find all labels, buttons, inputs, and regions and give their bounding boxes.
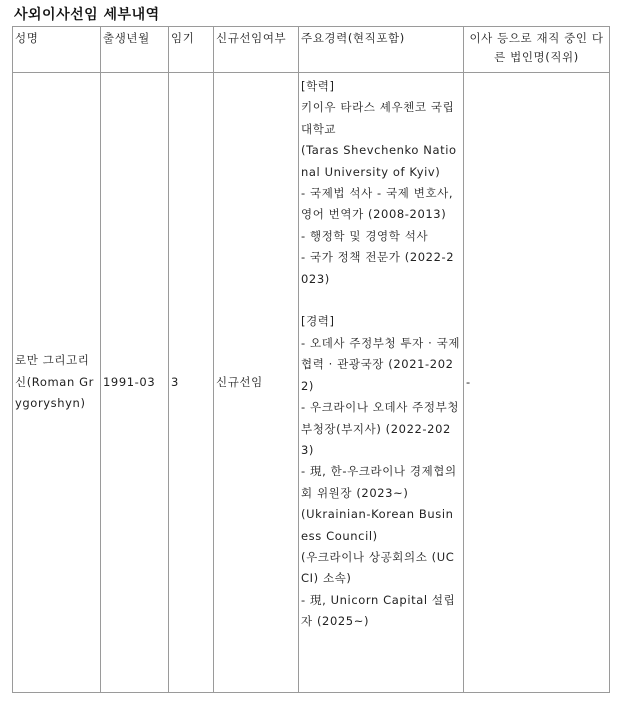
cell-term: 3 [169,73,214,693]
table-row [13,73,610,693]
document-title: 사외이사선임 세부내역 [14,7,160,23]
header-name: 성명 [13,27,101,73]
header-term: 임기 [169,27,214,73]
table-header-row [13,27,610,73]
cell-new-appointment: 신규선임 [214,73,299,693]
cell-name: 로만 그리고리신(Roman Grygoryshyn) [13,73,101,693]
director-detail-table [12,26,610,693]
header-concurrent: 이사 등으로 재직 중인 다른 법인명(직위) [464,27,610,73]
cell-concurrent: - [464,73,610,693]
cell-birth: 1991-03 [101,73,169,693]
header-career: 주요경력(현직포함) [299,27,464,73]
header-birth: 출생년월 [101,27,169,73]
header-new-appointment: 신규선임여부 [214,27,299,73]
cell-career: [학력] 키이우 타라스 셰우첸코 국립대학교 (Taras Shevchenko National University of Kyiv) - 국제법 석사 - 국제 변호사, 영어 번역가 (2008-2013) - 행정학 및 경영학 석사 - 국가 정책 전문가 (2022-2023) [경력] - 오데사 주정부청 투자 · 국제협력 · 관광국장 (2021-2022) - 우크라이나 오데사 주정부청 부청장(부지사) (2022-2023) - 現, 한-우크라이나 경제협의회 위원장 (2023~) (Ukrainian-Korean Business Council) (우크라이나 상공회의소 (UCCI) 소속) - 現, Unicorn Capital 설립자 (2025~) [299,73,464,693]
